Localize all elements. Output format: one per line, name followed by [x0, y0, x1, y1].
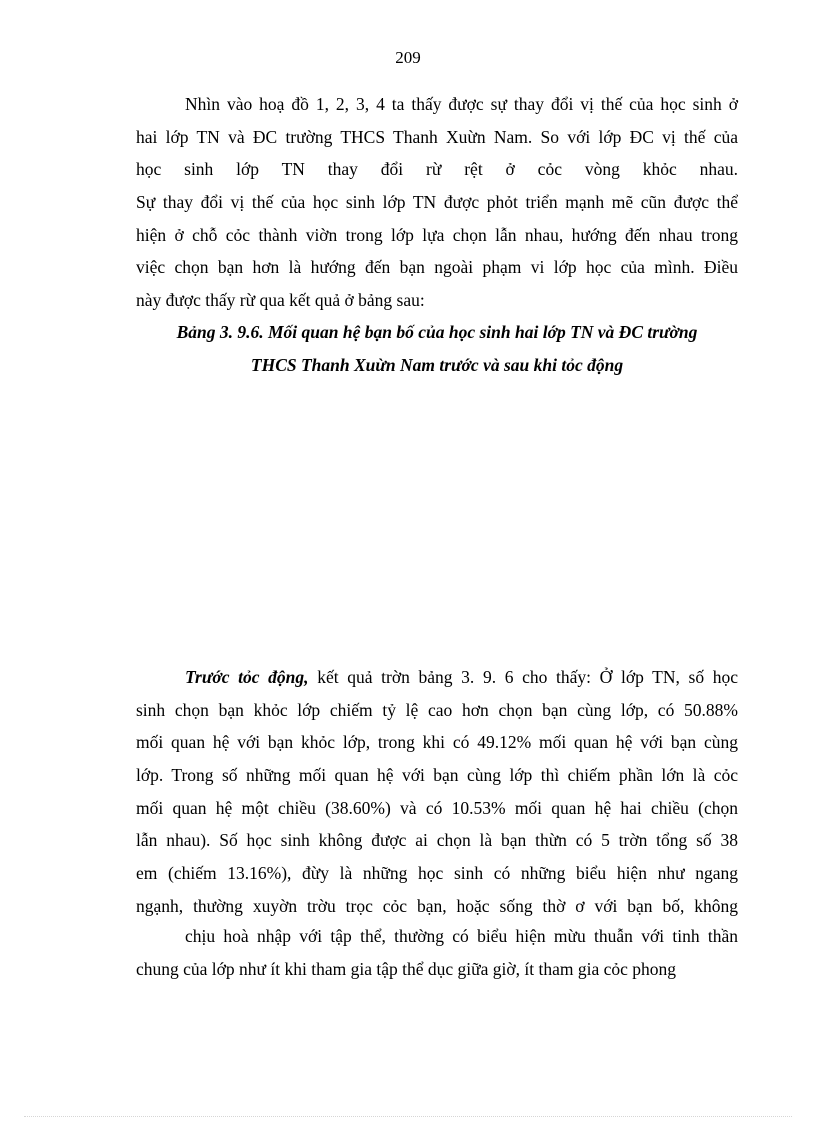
paragraph-continued — [136, 920, 738, 985]
paragraph-intro — [136, 88, 738, 317]
text-line: Nhìn vào hoạ đồ 1, 2, 3, 4 ta thấy được sự thay đổi vị thế của học sinh ở — [185, 94, 738, 114]
page-number: 209 — [395, 48, 421, 67]
text-line: ngạnh, thường xuyờn trờu trọc cỏc bạn, hoặc sống thờ ơ với bạn bố, không — [136, 895, 738, 916]
table-caption — [136, 316, 738, 382]
text-line: sinh chọn bạn khỏc lớp chiếm tỷ lệ cao hơn chọn bạn cùng lớp, có 50.88% — [136, 699, 738, 720]
page-border-dotted — [24, 1116, 792, 1117]
text-line: hiện ở chỗ cỏc thành viờn trong lớp lựa chọn lẫn nhau, hướng đến nhau trong — [136, 224, 738, 245]
text-line: học sinh lớp TN thay đổi rừ rệt ở cỏc vòng khỏc nhau. — [136, 159, 738, 180]
text-line: mối quan hệ một chiều (38.60%) và có 10.53% mối quan hệ hai chiều (chọn — [136, 797, 738, 818]
table-caption-line: THCS Thanh Xuừn Nam trước và sau khi tỏc động — [250, 355, 624, 375]
text-line: chung của lớp như ít khi tham gia tập thể dục giữa giờ, ít tham gia cỏc phong — [136, 958, 676, 979]
text-line: mối quan hệ với bạn khỏc lớp, trong khi có 49.12% mối quan hệ với bạn cùng — [136, 732, 738, 753]
text-line: lớp. Trong số những mối quan hệ với bạn cùng lớp thì chiếm phần lớn là cỏc — [136, 765, 738, 786]
text-line-rest: kết quả trờn bảng 3. 9. 6 cho thấy: Ở lớp TN, số học — [308, 667, 739, 687]
text-line: việc chọn bạn hơn là hướng đến bạn ngoài phạm vi lớp học của mình. Điều — [136, 257, 738, 278]
text-line: lẫn nhau). Số học sinh không được ai chọn là bạn thừn có 5 trờn tổng số 38 — [136, 830, 738, 851]
table-caption-line: Bảng 3. 9.6. Mối quan hệ bạn bố của học sinh hai lớp TN và ĐC trường — [176, 322, 698, 342]
text-line: em (chiếm 13.16%), đừy là những học sinh có những biểu hiện như ngang — [136, 863, 738, 884]
text-line: hai lớp TN và ĐC trường THCS Thanh Xuừn Nam. So với lớp ĐC vị thế của — [136, 126, 738, 147]
paragraph-lead: Trước tỏc động, — [185, 667, 309, 687]
paragraph-before-intervention — [136, 661, 738, 923]
text-line: chịu hoà nhập với tập thể, thường có biểu hiện mừu thuẫn với tinh thần — [185, 926, 738, 946]
text-line: này được thấy rừ qua kết quả ở bảng sau: — [136, 290, 425, 311]
text-line — [136, 661, 738, 694]
text-line: Sự thay đổi vị thế của học sinh lớp TN được phỏt triển mạnh mẽ cũn được thể — [136, 192, 738, 213]
